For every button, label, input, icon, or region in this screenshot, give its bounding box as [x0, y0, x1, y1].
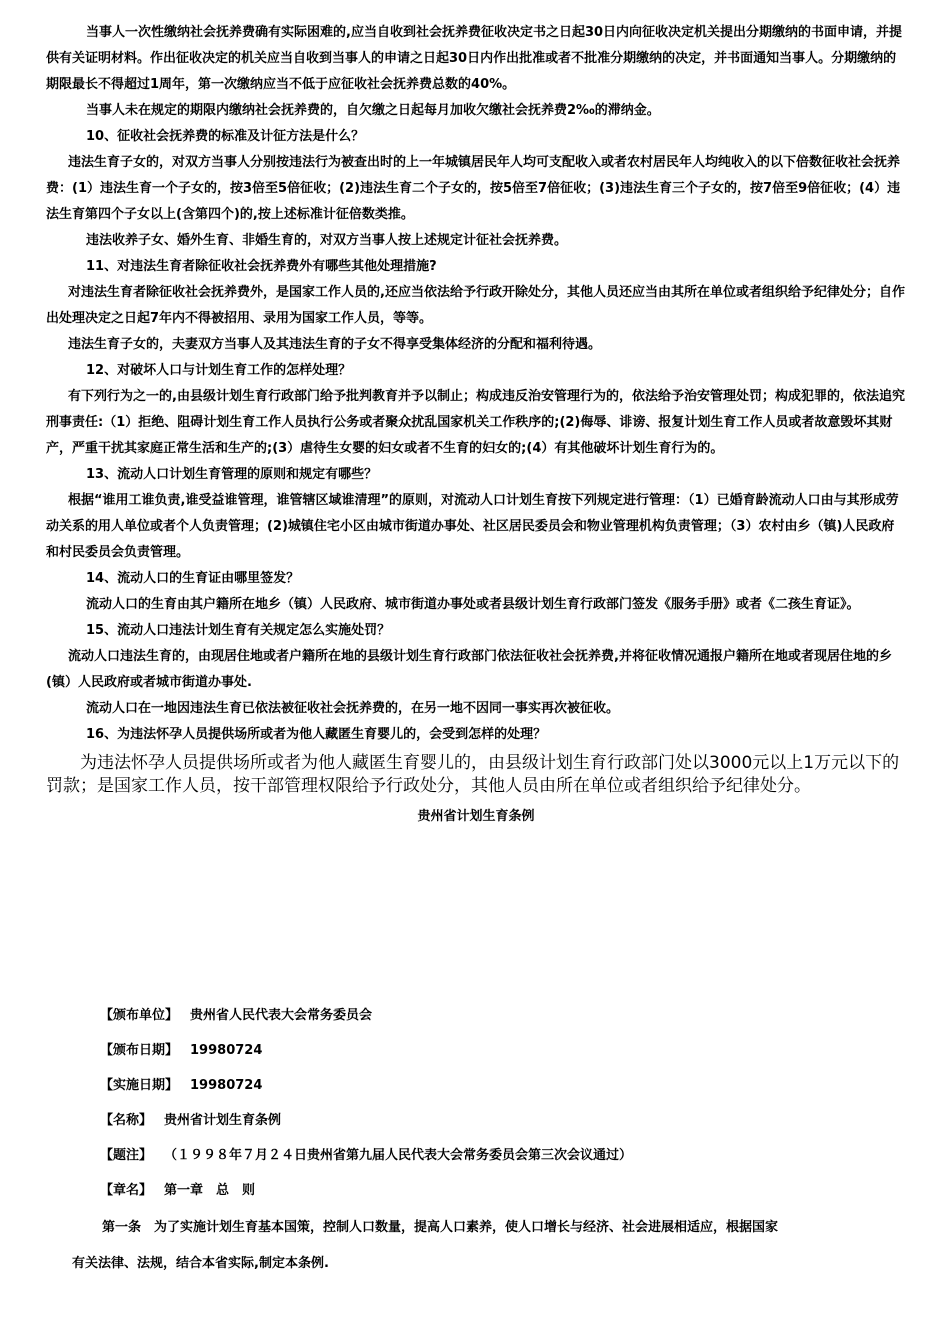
paragraph: 流动人口在一地因违法生育已依法被征收社会抚养费的，在另一地不因同一事实再次被征收。: [86, 701, 620, 716]
paragraph: 违法生育子女的，对双方当事人分别按违法行为被查出时的上一年城镇居民年人均可支配收入或者农村居民年人均纯收入的以下倍数征收社会抚养费：(1）违法生育一个子女的，按3倍至5倍征收；(2)违法生育二个子女的，按5倍至7倍征收；(3)违法生育三个子女的，按7倍至9倍征收；(4）违法生育第四个子女以上(含第四个)的,按上述标准计征倍数类推。: [46, 155, 901, 222]
article-1-line-2: 有关法律、法规，结合本省实际,制定本条例.: [72, 1256, 329, 1271]
question-heading: 10、征收社会抚养费的标准及计征方法是什么？: [86, 129, 365, 144]
meta-row-chapter: [100, 1181, 255, 1201]
paragraph: 对违法生育者除征收社会抚养费外，是国家工作人员的,还应当依法给予行政开除处分，其他人员还应当由其所在单位或者组织给予纪律处分；自作出处理决定之日起7年内不得被招用、录用为国家工作人员，等等。: [46, 285, 905, 326]
meta-value: 19980724: [190, 1043, 263, 1058]
meta-row-name: [100, 1111, 281, 1131]
paragraph: 有下列行为之一的,由县级计划生育行政部门给予批判教育并予以制止；构成违反治安管理行为的，依法给予治安管理处罚；构成犯罪的，依法追究刑事责任:（1）拒绝、阻碍计划生育工作人员执行公务或者聚众扰乱国家机关工作秩序的;(2)侮辱、诽谤、报复计划生育工作人员或者故意毁坏其财产，严重干扰其家庭正常生活和生产的;(3）虐待生女婴的妇女或者不生育的妇女的;(4）有其他破坏计划生育行为的。: [46, 389, 905, 456]
document-title: 贵州省计划生育条例: [417, 809, 535, 824]
paragraph: 违法收养子女、婚外生育、非婚生育的，对双方当事人按上述规定计征社会抚养费。: [86, 233, 568, 248]
meta-value: 19980724: [190, 1078, 263, 1093]
paragraph: 当事人一次性缴纳社会抚养费确有实际困难的,应当自收到社会抚养费征收决定书之日起30日内向征收决定机关提出分期缴纳的书面申请，并提供有关证明材料。作出征收决定的机关应当自收到当事人的申请之日起30日内作出批准或者不批准分期缴纳的决定，并书面通知当事人。分期缴纳的期限最长不得超过1周年，第一次缴纳应当不低于应征收社会抚养费总数的40%。: [46, 25, 903, 92]
question-heading: 12、对破坏人口与计划生育工作的怎样处理？: [86, 363, 352, 378]
paragraph: 流动人口违法生育的，由现居住地或者户籍所在地的县级计划生育行政部门依法征收社会抚养费,并将征收情况通报户籍所在地或者现居住地的乡(镇）人民政府或者城市街道办事处.: [46, 649, 892, 690]
paragraph: 当事人未在规定的期限内缴纳社会抚养费的，自欠缴之日起每月加收欠缴社会抚养费2‰的滞纳金。: [86, 103, 660, 118]
meta-key: 【章名】: [100, 1183, 153, 1198]
large-paragraph: 为违法怀孕人员提供场所或者为他人藏匿生育婴儿的，由县级计划生育行政部门处以3000元以上1万元以下的罚款；是国家工作人员，按干部管理权限给予行政处分，其他人员由所在单位或者组织给予纪律处分。: [46, 753, 900, 796]
paragraph: 违法生育子女的，夫妻双方当事人及其违法生育的子女不得享受集体经济的分配和福利待遇。: [68, 337, 602, 352]
meta-value: 贵州省人民代表大会常务委员会: [190, 1008, 373, 1023]
meta-row-effective-date: [100, 1076, 262, 1096]
meta-row-issue-date: [100, 1041, 262, 1061]
question-heading: 16、为违法怀孕人员提供场所或者为他人藏匿生育婴儿的，会受到怎样的处理？: [86, 727, 547, 742]
meta-key: 【实施日期】: [100, 1078, 179, 1093]
meta-key: 【题注】: [100, 1148, 153, 1163]
meta-value: （１９９８年７月２４日贵州省第九届人民代表大会常务委员会第三次会议通过）: [164, 1148, 633, 1163]
document-body: [46, 20, 906, 828]
question-heading: 14、流动人口的生育证由哪里签发？: [86, 571, 300, 586]
meta-key: 【颁布单位】: [100, 1008, 179, 1023]
paragraph: 流动人口的生育由其户籍所在地乡（镇）人民政府、城市街道办事处或者县级计划生育行政部门签发《服务手册》或者《二孩生育证》。: [86, 597, 860, 612]
meta-row-issuer: [100, 1006, 372, 1026]
question-heading: 11、对违法生育者除征收社会抚养费外有哪些其他处理措施?: [86, 259, 437, 274]
meta-value: 贵州省计划生育条例: [164, 1113, 282, 1128]
question-heading: 13、流动人口计划生育管理的原则和规定有哪些？: [86, 467, 378, 482]
meta-key: 【名称】: [100, 1113, 153, 1128]
question-heading: 15、流动人口违法计划生育有关规定怎么实施处罚？: [86, 623, 391, 638]
paragraph: 根据“谁用工谁负责,谁受益谁管理，谁管辖区域谁清理”的原则，对流动人口计划生育按下列规定进行管理：（1）已婚育龄流动人口由与其形成劳动关系的用人单位或者个人负责管理；(2)城镇住宅小区由城市街道办事处、社区居民委员会和物业管理机构负责管理；（3）农村由乡（镇)人民政府和村民委员会负责管理。: [46, 493, 899, 560]
meta-key: 【颁布日期】: [100, 1043, 179, 1058]
article-1-line-1: 第一条 为了实施计划生育基本国策，控制人口数量，提高人口素养，使人口增长与经济、社会进展相适应，根据国家: [102, 1220, 779, 1235]
meta-value: 第一章 总 则: [164, 1183, 256, 1198]
meta-row-note: [100, 1146, 632, 1166]
